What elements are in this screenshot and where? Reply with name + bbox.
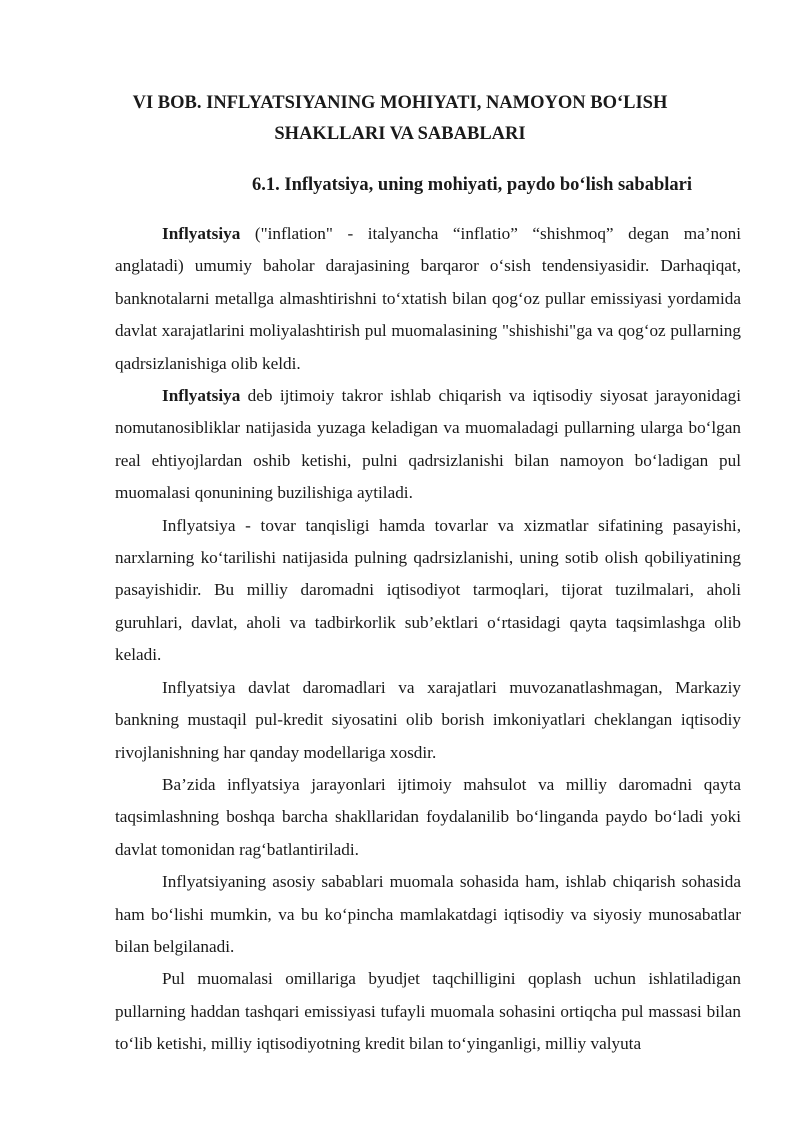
paragraph-text: deb ijtimoiy takror ishlab chiqarish va iqtisodiy siyosat jarayonidagi nomutanosibliklar natijasida yuzaga keladigan va muomaladagi pullarning ularga bo‘lgan real ehtiyojlardan oshib ketishi, pulni qadrsizlanishi bilan namoyon bo‘ladigan pul muomalasi qonunining buzilishiga aytiladi. [115, 386, 741, 503]
chapter-title-line2: SHAKLLARI VA SABABLARI [274, 124, 526, 144]
chapter-title-line1: VI BOB. INFLYATSIYANING MOHIYATI, NAMOYON BO‘LISH [132, 93, 668, 113]
section-title [115, 175, 692, 195]
paragraph [115, 380, 741, 510]
paragraph-text: Inflyatsiyaning asosiy sabablari muomala sohasida ham, ishlab chiqarish sohasida ham bo‘lishi mumkin, va bu ko‘pincha mamlakatdagi iqtisodiy va siyosiy munosabatlar bilan belgilanadi. [115, 872, 741, 956]
body-text [115, 218, 741, 1061]
paragraph [115, 769, 741, 866]
paragraph-text: Pul muomalasi omillariga byudjet taqchilligini qoplash uchun ishlatiladigan pullarning haddan tashqari emissiyasi tufayli muomala sohasini ortiqcha pul massasi bilan to‘lib ketishi, milliy iqtisodiyotning kredit bilan to‘yinganligi, milliy valyuta [115, 969, 741, 1054]
paragraph-text: Inflyatsiya davlat daromadlari va xarajatlari muvozanatlashmagan, Markaziy bankning mustaqil pul-kredit siyosatini olib borish imkoniyatlari cheklangan iqtisodiy rivojlanishning har qanday modellariga xosdir. [115, 677, 741, 762]
section-title-text: 6.1. Inflyatsiya, uning mohiyati, paydo bo‘lish sabablari [252, 175, 692, 195]
paragraph-text: Inflyatsiya - tovar tanqisligi hamda tovarlar va xizmatlar sifatining pasayishi, narxlarning ko‘tarilishi natijasida pulning qadrsizlanishi, uning sotib olish qobiliyatining pasayishidir. Bu milliy daromadni iqtisodiyot tarmoqlari, tijorat tuzilmalari, aholi guruhlari, davlat, aholi va tadbirkorlik sub’ektlari o‘rtasidagi qayta taqsimlashga olib keladi. [115, 515, 741, 665]
paragraph [115, 672, 741, 769]
paragraph-text: ("inflation" - italyancha “inflatio” “shishmoq” degan ma’noni anglatadi) umumiy baholar darajasining barqaror o‘sish tendensiyasidir. Darhaqiqat, banknotalarni metallga almashtirishni to‘xtatish bilan qog‘oz pullar emissiyasi yordamida davlat xarajatlarini moliyalashtirish pul muomalasining "shishishi"ga va qog‘oz pullarning qadrsizlanishiga olib keldi. [115, 224, 741, 373]
paragraph-lead-term: Inflyatsiya [162, 386, 241, 406]
paragraph [115, 510, 741, 672]
paragraph-lead-term: Inflyatsiya [162, 224, 241, 243]
paragraph [115, 218, 741, 380]
paragraph-text: Ba’zida inflyatsiya jarayonlari ijtimoiy mahsulot va milliy daromadni qayta taqsimlashning boshqa barcha shakllaridan foydalanilib bo‘linganda paydo bo‘ladi yoki davlat tomonidan rag‘batlantiriladi. [115, 774, 741, 859]
paragraph [115, 866, 741, 963]
paragraph [115, 963, 741, 1060]
